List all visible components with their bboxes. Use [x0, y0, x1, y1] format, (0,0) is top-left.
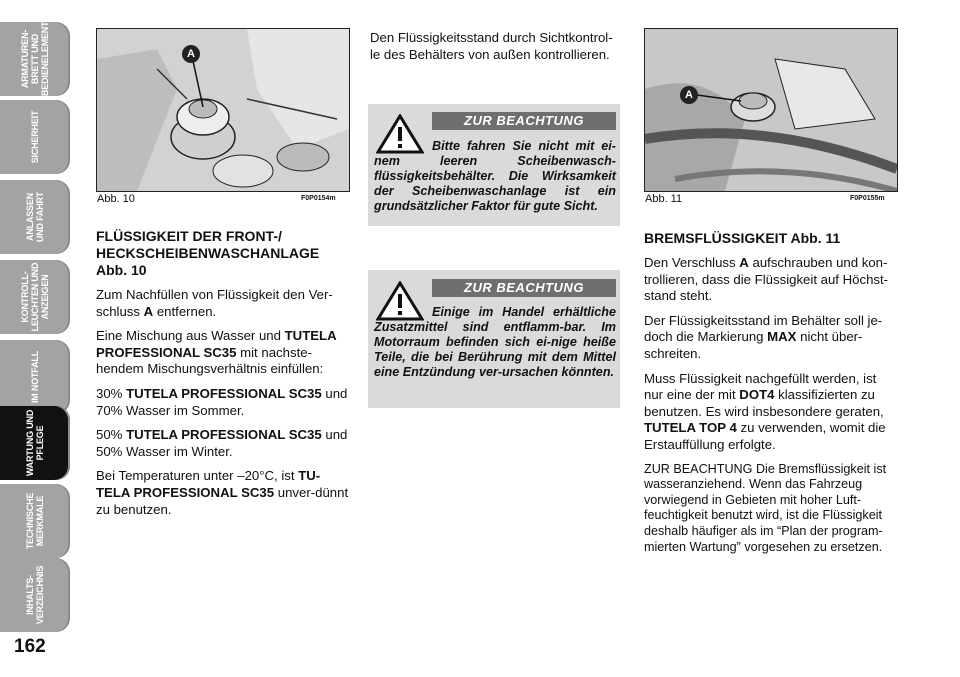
- tab-anlassen[interactable]: ANLASSEN UND FAHRT: [0, 180, 70, 254]
- figure-brake-reservoir: [644, 28, 898, 192]
- intro-text: Den Flüssigkeitsstand durch Sichtkontrol-le des Behälters von außen kontrollieren.: [370, 30, 613, 62]
- brake-fluid-section: [644, 230, 898, 563]
- callout-a-fig10: A: [182, 45, 200, 63]
- section-heading: FLÜSSIGKEIT DER FRONT-/ HECKSCHEIBENWASCHANLAGE Abb. 10: [96, 228, 320, 278]
- paragraph: Muss Flüssigkeit nachgefüllt werden, ist nur eine der mit DOT4 klassifizierten zu benutzen. Es wird insbesondere geraten, TUTELA TOP 4 zu verwenden, womit die Erstauffüllung erfolgte.: [644, 370, 886, 452]
- figure-washer-reservoir: [96, 28, 350, 192]
- brake-fluid-reservoir-photo: [645, 29, 897, 191]
- paragraph: Bei Temperaturen unter –20°C, ist TU-TELA PROFESSIONAL SC35 unver-dünnt zu benutzen.: [96, 468, 349, 517]
- warning-text: Bitte fahren Sie nicht mit ei-nem leeren Scheibenwasch-flüssigkeitsbehälter. Die Wirksamkeit der Scheibenwaschanlage ist ein grundsätzlicher Faktor für gute Sicht.: [374, 139, 616, 213]
- tab-armaturenbrett[interactable]: ARMATUREN- BRETT UND BEDIENELEMENTE: [0, 22, 70, 96]
- paragraph: 30% TUTELA PROFESSIONAL SC35 und 70% Wasser im Sommer.: [96, 385, 348, 418]
- paragraph: Der Flüssigkeitsstand im Behälter soll je-doch die Markierung MAX nicht über-schreiten.: [644, 312, 883, 361]
- paragraph: Den Verschluss A aufschrauben und kon-trollieren, dass die Flüssigkeit auf Höchst-stand steht.: [644, 255, 889, 304]
- tab-wartung[interactable]: WARTUNG UND PFLEGE: [0, 406, 70, 480]
- tab-sicherheit[interactable]: SICHERHEIT: [0, 100, 70, 174]
- tab-inhaltsverzeichnis[interactable]: INHALTS- VERZEICHNIS: [0, 558, 70, 632]
- page-number: 162: [14, 636, 46, 657]
- warning-banner: ZUR BEACHTUNG: [432, 279, 616, 297]
- section-heading: BREMSFLÜSSIGKEIT Abb. 11: [644, 230, 841, 246]
- tab-im-notfall[interactable]: IM NOTFALL: [0, 340, 70, 414]
- paragraph: Zum Nachfüllen von Flüssigkeit den Ver-schluss A entfernen.: [96, 287, 333, 319]
- paragraph: 50% TUTELA PROFESSIONAL SC35 und 50% Wasser im Winter.: [96, 427, 348, 459]
- warning-text: Einige im Handel erhältliche Zusatzmittel sind entflamm-bar. Im Motorraum befinden sich ei-nige heiße Teile, die bei Berührung mit dem Mittel eine Entzündung ver-ursachen könnten.: [374, 305, 616, 379]
- warning-banner: ZUR BEACHTUNG: [432, 112, 616, 130]
- washer-fluid-section: [96, 228, 350, 526]
- figure-code: F0P0155m: [850, 195, 885, 202]
- callout-a-fig11: A: [680, 86, 698, 104]
- paragraph: ZUR BEACHTUNG Die Bremsflüssigkeit ist wasseranziehend. Wenn das Fahrzeug vorwiegend in Gebieten mit hoher Luft-feuchtigkeit benutzt wird, ist die Flüssigkeit deshalb häufiger als im “Plan der program-mierten Wartung” vorgesehen zu ersetzen.: [644, 461, 887, 554]
- tab-technische[interactable]: TECHNISCHE MERKMALE: [0, 484, 70, 558]
- paragraph: Eine Mischung aus Wasser und TUTELA PROFESSIONAL SC35 mit nachste-hendem Mischungsverhältnis einfüllen:: [96, 328, 337, 377]
- washer-reservoir-photo: [97, 29, 349, 191]
- figure-caption: Abb. 10: [97, 193, 135, 205]
- figure-caption: Abb. 11: [645, 193, 683, 205]
- figure-code: F0P0154m: [301, 195, 336, 202]
- tab-kontrollleuchten[interactable]: KONTROLL- LEUCHTEN UND ANZEIGEN: [0, 260, 70, 334]
